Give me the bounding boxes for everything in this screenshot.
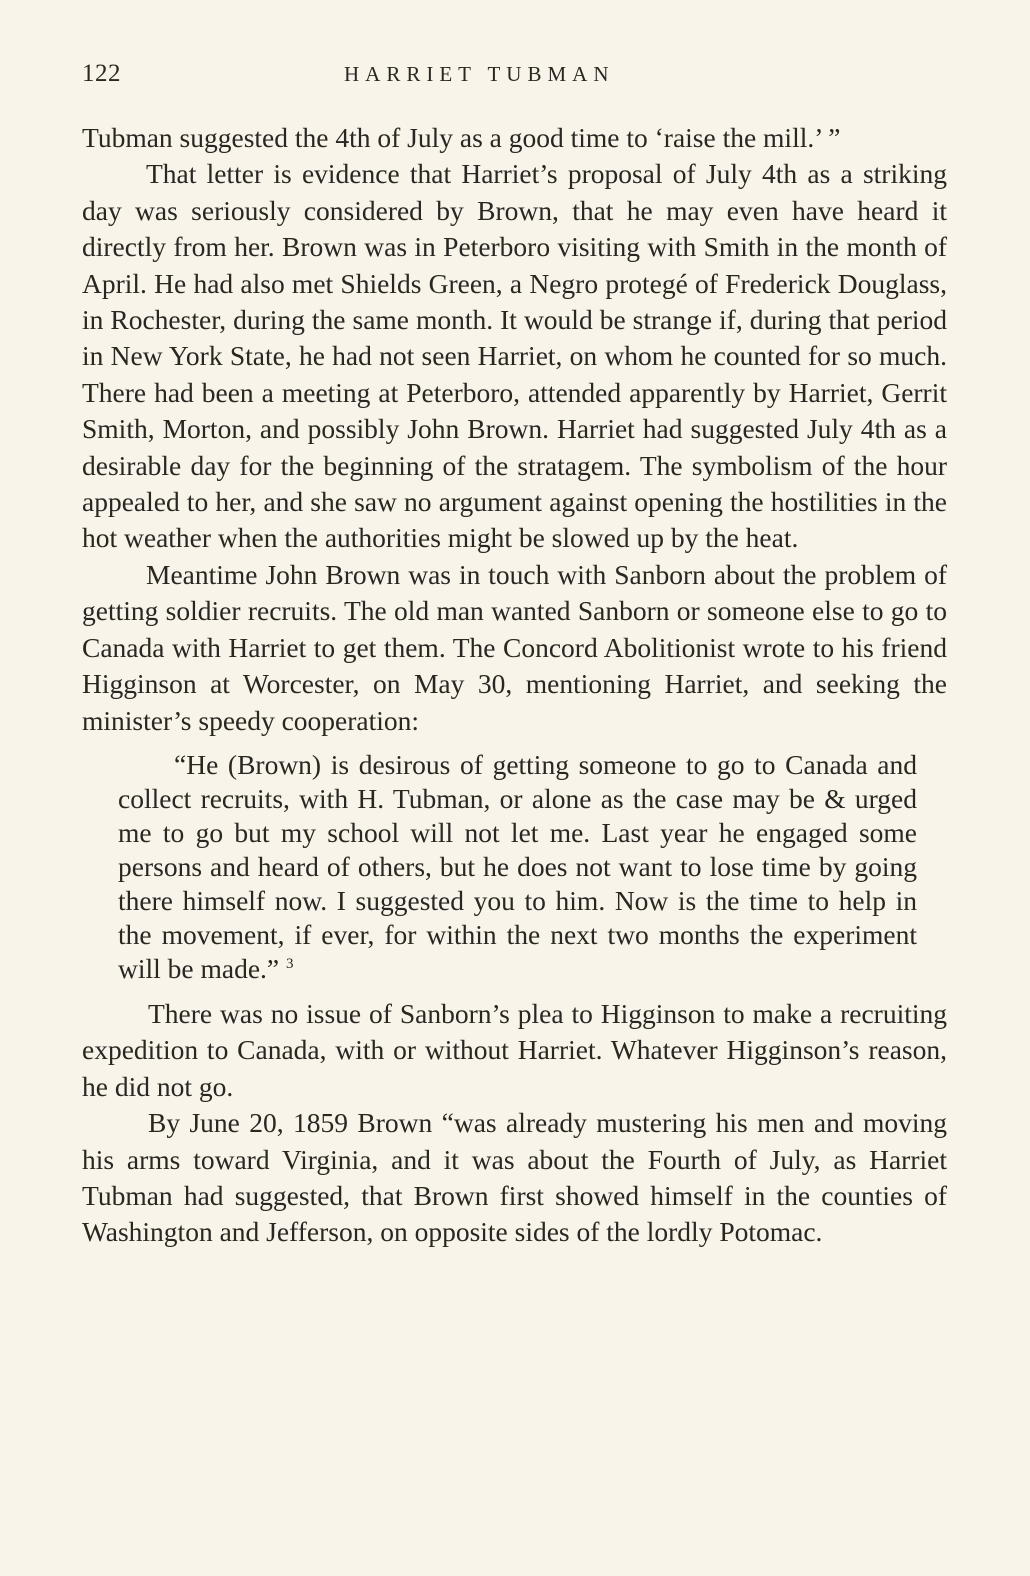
paragraph: Meantime John Brown was in touch with Sanborn about the problem of getting soldier recruits. The old man wanted Sanborn or someone else to go to Canada with Harriet to get them. The Concord Abolitionist wrote to his friend Higginson at Worcester, on May 30, mentioning Harriet, and seeking the minister’s speedy cooperation: xyxy=(82,558,947,736)
block-quote xyxy=(118,748,917,986)
page-number: 122 xyxy=(82,60,121,87)
footnote-reference: 3 xyxy=(286,955,294,972)
paragraph: That letter is evidence that Harriet’s proposal of July 4th as a striking day was seriously considered by Brown, that he may even have heard it directly from her. Brown was in Peterboro visiting with Smith in the month of April. He had also met Shields Green, a Negro protegé of Frederick Douglass, in Rochester, during the same month. It would be strange if, during that period in New York State, he had not seen Harriet, on whom he counted for so much. There had been a meeting at Peterboro, attended apparently by Harriet, Gerrit Smith, Morton, and possibly John Brown. Harriet had suggested July 4th as a desirable day for the beginning of the stratagem. The symbolism of the hour appealed to her, and she saw no argument against opening the hostilities in the hot weather when the authorities might be slowed up by the heat. xyxy=(82,158,947,554)
body-text xyxy=(82,120,947,1251)
paragraph-continued: Tubman suggested the 4th of July as a good time to ‘raise the mill.’ ” xyxy=(82,122,841,153)
paragraph: There was no issue of Sanborn’s plea to Higginson to make a recruiting expedition to Canada, with or without Harriet. Whatever Higginson’s reason, he did not go. xyxy=(82,997,947,1102)
running-head xyxy=(82,60,947,94)
paragraph: By June 20, 1859 Brown “was already mustering his men and moving his arms toward Virginia, and it was about the Fourth of July, as Harriet Tubman had suggested, that Brown first showed himself in the counties of Washington and Jefferson, on opposite sides of the lordly Potomac. xyxy=(82,1107,947,1248)
block-quote-paragraph xyxy=(118,748,917,986)
block-quote-text: “He (Brown) is desirous of getting someone to go to Canada and collect recruits, with H. Tubman, or alone as the case may be & urged me to go but my school will not let me. Last year he engaged some persons and heard of others, but he does not want to lose time by going there himself now. I suggested you to him. Now is the time to help in the movement, if ever, for within the next two months the experiment will be made.” xyxy=(118,748,917,984)
running-title: HARRIET TUBMAN xyxy=(344,62,615,86)
